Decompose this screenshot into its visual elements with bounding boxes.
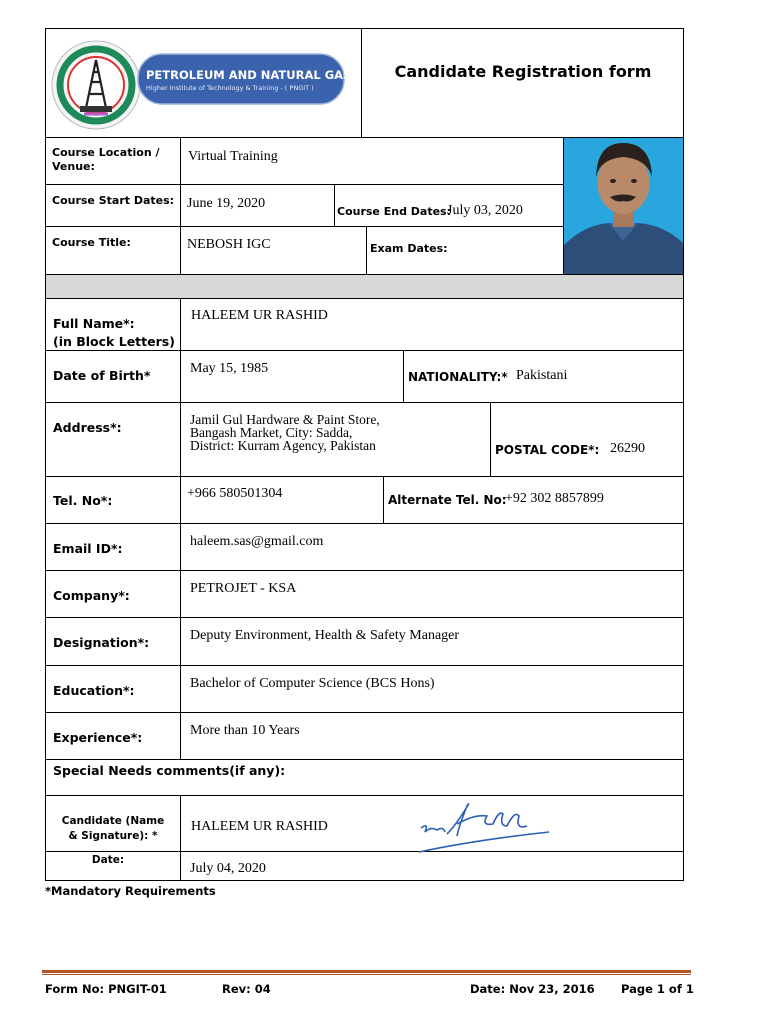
company-value: PETROJET - KSA — [190, 581, 297, 596]
course-end-label: Course End Dates: — [337, 205, 451, 218]
form-title: Candidate Registration form — [394, 62, 652, 81]
dob-value: May 15, 1985 — [190, 361, 269, 376]
footer-rule-thin — [42, 974, 691, 975]
course-start-value: June 19, 2020 — [187, 196, 266, 211]
designation-value: Deputy Environment, Health & Safety Manager — [190, 628, 460, 643]
course-start-label: Course Start Dates: — [52, 194, 175, 207]
designation-label: Designation*: — [53, 635, 150, 650]
fullname-value: HALEEM UR RASHID — [191, 308, 328, 323]
dob-label: Date of Birth* — [53, 368, 151, 383]
section-separator — [46, 275, 683, 298]
logo-subtitle: Higher Institute of Technology & Training - ( PNGIT ) — [146, 84, 314, 92]
logo-title: PETROLEUM AND NATURAL GAS — [146, 68, 352, 82]
footer-page: Page 1 of 1 — [621, 982, 694, 996]
signature-label: Candidate (Name — [61, 815, 165, 827]
fullname-sublabel: (in Block Letters) — [53, 334, 175, 349]
special-needs-label: Special Needs comments(if any): — [53, 763, 286, 778]
alt-tel-label: Alternate Tel. No: — [388, 493, 507, 507]
footer-form-no: Form No: PNGIT-01 — [45, 982, 167, 996]
address-line-1: Jamil Gul Hardware & Paint Store, — [190, 412, 380, 427]
address-label: Address*: — [53, 420, 122, 435]
email-label: Email ID*: — [53, 541, 123, 556]
alt-tel-value: +92 302 8857899 — [505, 491, 604, 506]
date-label: Date: — [91, 854, 125, 866]
experience-value: More than 10 Years — [190, 723, 300, 738]
mandatory-note: *Mandatory Requirements — [45, 884, 216, 898]
email-value: haleem.sas@gmail.com — [190, 534, 324, 549]
postal-code-value: 26290 — [610, 441, 645, 456]
course-end-value: July 03, 2020 — [447, 203, 523, 218]
signature-sublabel: & Signature): * — [68, 830, 158, 842]
exam-dates-label: Exam Dates: — [370, 242, 448, 255]
address-line-2: Bangash Market, City: Sadda, — [190, 425, 353, 440]
education-value: Bachelor of Computer Science (BCS Hons) — [190, 676, 435, 691]
nationality-value: Pakistani — [516, 368, 568, 383]
tel-value: +966 580501304 — [187, 486, 283, 501]
footer-date: Date: Nov 23, 2016 — [470, 982, 595, 996]
fullname-label: Full Name*: — [53, 316, 135, 331]
postal-code-label: POSTAL CODE*: — [495, 443, 600, 457]
course-location-value: Virtual Training — [188, 149, 278, 164]
course-title-value: NEBOSH IGC — [187, 237, 271, 252]
tel-label: Tel. No*: — [53, 493, 113, 508]
nationality-label: NATIONALITY:* — [408, 370, 508, 384]
experience-label: Experience*: — [53, 730, 143, 745]
course-location-label: Course Location / Venue: — [52, 146, 160, 173]
candidate-photo — [564, 137, 683, 274]
company-label: Company*: — [53, 588, 130, 603]
footer-rule — [42, 970, 691, 973]
education-label: Education*: — [53, 683, 135, 698]
signature-name-value: HALEEM UR RASHID — [191, 819, 328, 834]
course-title-label: Course Title: — [52, 236, 131, 249]
footer-rev: Rev: 04 — [222, 982, 271, 996]
handwritten-signature — [415, 796, 555, 856]
address-line-3: District: Kurram Agency, Pakistan — [190, 438, 376, 453]
date-value: July 04, 2020 — [190, 861, 266, 876]
